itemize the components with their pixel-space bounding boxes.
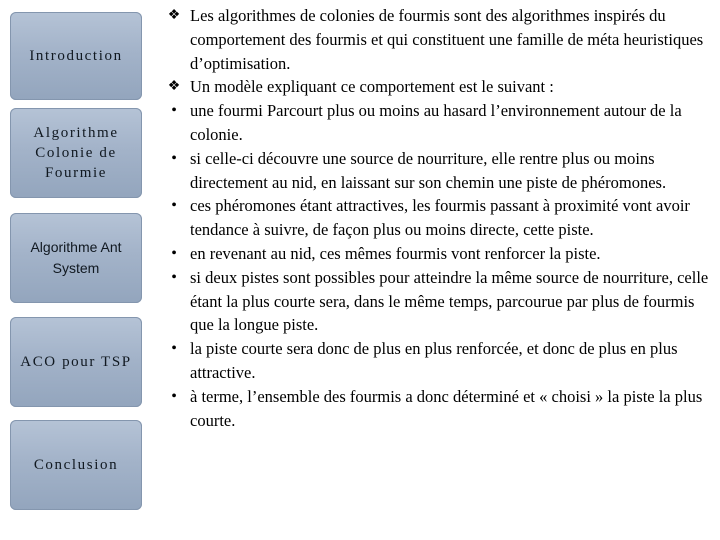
nav-introduction-label: Introduction (29, 48, 123, 64)
list-item-text: en revenant au nid, ces mêmes fourmis vont renforcer la piste. (190, 243, 601, 263)
list-item-text: Un modèle expliquant ce comportement est le suivant : (190, 77, 554, 97)
list-item-text: si deux pistes sont possibles pour atteindre la même source de nourriture, celle étant la plus courte sera, dans le même temps, parcourue par plus de fourmis que la longue piste. (190, 267, 709, 335)
list-item-text: si celle-ci découvre une source de nourriture, elle rentre plus ou moins directement au nid, en laissant sur son chemin une piste de phéromones. (190, 148, 667, 192)
dot-icon: • (171, 102, 177, 120)
list-item (160, 75, 716, 99)
list-item-text: ces phéromones étant attractives, les fourmis passant à proximité vont avoir tendance à suivre, de façon plus ou moins directe, cette piste. (190, 196, 690, 240)
nav-conclusion[interactable] (10, 420, 142, 510)
dot-icon: • (171, 197, 177, 215)
list-item (160, 4, 716, 75)
list-item (160, 147, 716, 195)
nav-aco-tsp-label: ACO pour TSP (20, 354, 132, 370)
nav-colonie-fourmie[interactable] (10, 108, 142, 198)
dot-icon: • (171, 244, 177, 262)
nav-conclusion-label: Conclusion (33, 457, 119, 473)
list-item-text: à terme, l’ensemble des fourmis a donc déterminé et « choisi » la piste la plus courte. (190, 386, 703, 430)
nav-aco-tsp[interactable] (10, 317, 142, 407)
content-area (160, 4, 716, 432)
list-item (160, 266, 716, 337)
list-item (160, 385, 716, 433)
dot-icon: • (171, 340, 177, 358)
nav-ant-system[interactable] (10, 213, 142, 303)
list-item (160, 194, 716, 242)
nav-ant-system-label: Algorithme Ant System (30, 239, 122, 276)
list-item (160, 99, 716, 147)
diamond-icon: ❖ (167, 79, 181, 95)
dot-icon: • (171, 268, 177, 286)
list-item-text: la piste courte sera donc de plus en plus renforcée, et donc de plus en plus attractive. (190, 339, 678, 382)
nav-introduction[interactable] (10, 12, 142, 100)
dot-icon: • (171, 387, 177, 405)
dot-icon: • (171, 149, 177, 167)
list-item (160, 242, 716, 266)
sidebar-nav (0, 0, 152, 540)
diamond-icon: ❖ (167, 8, 181, 23)
list-item (160, 337, 716, 385)
list-item-text: Les algorithmes de colonies de fourmis sont des algorithmes inspirés du comportement des fourmis et qui constituent une famille de méta heuristiques d’optimisation. (190, 6, 704, 73)
bullet-list (160, 4, 716, 432)
list-item-text: une fourmi Parcourt plus ou moins au hasard l’environnement autour de la colonie. (190, 101, 682, 144)
nav-colonie-fourmie-label: Algorithme Colonie de Fourmie (33, 125, 119, 181)
